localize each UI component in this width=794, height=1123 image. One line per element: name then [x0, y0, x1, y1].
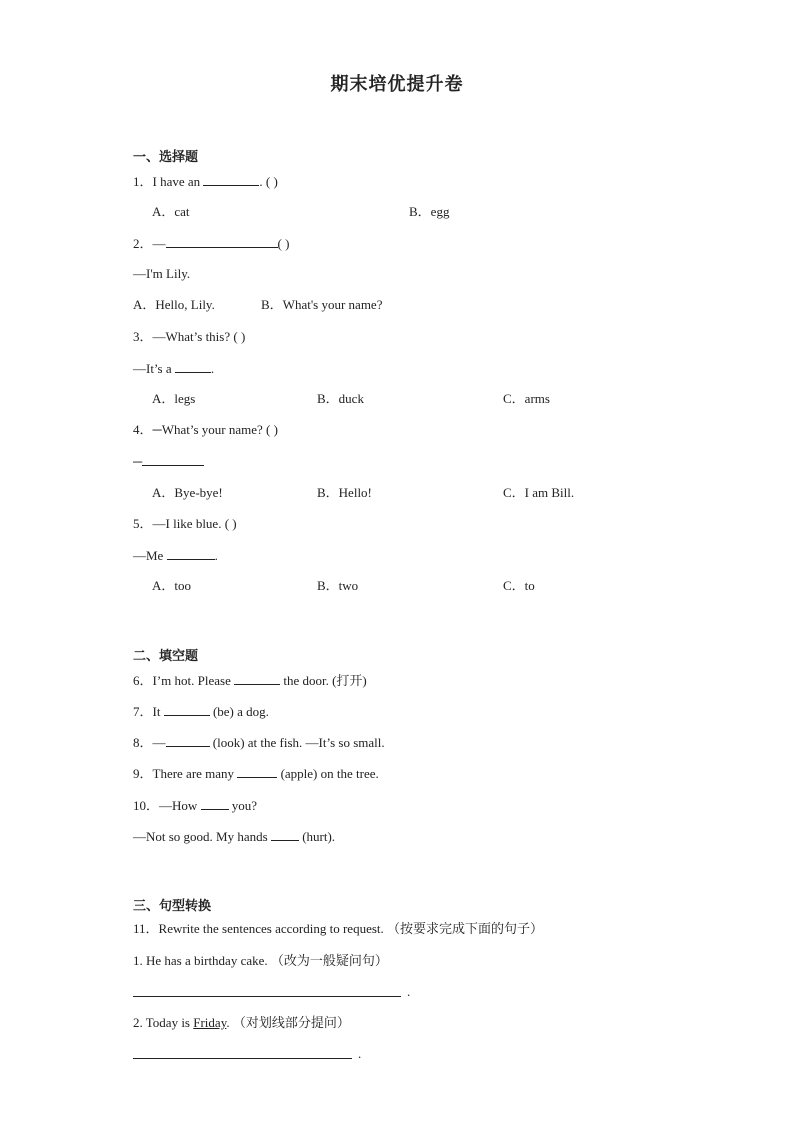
question-2-text: 2．—: [133, 236, 166, 251]
question-11-sub-2-text: 2. Today is: [133, 1015, 194, 1030]
question-3-reply: [133, 360, 214, 377]
answer-blank[interactable]: [167, 547, 215, 560]
question-6-text: 6．I’m hot. Please: [133, 673, 235, 688]
question-10-reply: [133, 828, 335, 845]
question-3-reply-end: .: [210, 361, 215, 376]
q3-option-c[interactable]: C．arms: [503, 391, 550, 406]
question-4: 4．─What’s your name? ( ): [133, 422, 278, 437]
question-11-sub-1: 1. He has a birthday cake. （改为一般疑问句）: [133, 953, 388, 968]
question-8-end: (look) at the fish. —It’s so small.: [209, 735, 385, 750]
question-4-reply-text: ─: [133, 454, 143, 469]
question-9-text: 9．There are many: [133, 766, 238, 781]
question-5-reply-text: —Me: [133, 548, 167, 563]
question-3-reply-text: —It’s a: [133, 361, 175, 376]
question-7-text: 7．It: [133, 704, 164, 719]
question-9: [133, 765, 379, 782]
q1-option-b[interactable]: B．egg: [409, 204, 450, 219]
q4-option-b[interactable]: B．Hello!: [317, 485, 372, 500]
answer-blank[interactable]: [234, 672, 280, 685]
question-2-reply: —I'm Lily.: [133, 266, 191, 281]
q5-option-b[interactable]: B．two: [317, 578, 359, 593]
answer-blank[interactable]: [164, 703, 210, 716]
question-8: [133, 734, 385, 751]
section-heading-sentence-transform: 三、句型转换: [133, 898, 212, 913]
answer-line-2-period: .: [358, 1046, 362, 1061]
question-2-paren: ( ): [277, 236, 290, 251]
question-9-end: (apple) on the tree.: [277, 766, 379, 781]
q3-option-a[interactable]: A．legs: [152, 391, 196, 406]
underlined-word: Friday: [193, 1015, 227, 1030]
question-7: [133, 703, 269, 720]
answer-line-1-period: .: [407, 984, 411, 999]
question-7-end: (be) a dog.: [209, 704, 269, 719]
page-title: 期末培优提升卷: [330, 74, 464, 94]
question-4-reply: [133, 453, 204, 470]
answer-blank[interactable]: [166, 235, 278, 248]
question-11-sub-2: [133, 1015, 350, 1031]
q3-option-b[interactable]: B．duck: [317, 391, 364, 406]
q4-option-a[interactable]: A．Bye-bye!: [152, 485, 223, 500]
answer-blank[interactable]: [203, 173, 259, 186]
question-8-text: 8．—: [133, 735, 166, 750]
answer-blank[interactable]: [271, 828, 299, 841]
question-1-paren: . ( ): [259, 174, 278, 189]
answer-line-1[interactable]: [133, 996, 401, 997]
question-11-instruction: 11．Rewrite the sentences according to request. （按要求完成下面的句子）: [133, 921, 544, 936]
section-heading-fill-in: 二、填空题: [133, 648, 199, 663]
question-1-text: 1．I have an: [133, 174, 204, 189]
answer-blank[interactable]: [175, 360, 211, 373]
question-10-reply-text: —Not so good. My hands: [133, 829, 271, 844]
answer-blank[interactable]: [166, 734, 210, 747]
section-heading-multiple-choice: 一、选择题: [133, 149, 199, 164]
answer-blank[interactable]: [201, 797, 229, 810]
question-1: [133, 173, 278, 190]
q1-option-a[interactable]: A．cat: [152, 204, 190, 219]
q4-option-c[interactable]: C．I am Bill.: [503, 485, 575, 500]
question-10-reply-end: (hurt).: [298, 829, 336, 844]
q2-option-a[interactable]: A．Hello, Lily.: [133, 297, 215, 312]
question-5-reply-end: .: [214, 548, 218, 563]
question-2: [133, 235, 289, 252]
q5-option-c[interactable]: C．to: [503, 578, 535, 593]
answer-line-2[interactable]: [133, 1058, 352, 1059]
question-6: [133, 672, 367, 689]
question-6-end: the door. (打开): [280, 673, 367, 688]
q5-option-a[interactable]: A．too: [152, 578, 192, 593]
question-10: [133, 797, 257, 814]
question-11-sub-2-end: . （对划线部分提问）: [226, 1015, 350, 1030]
question-10-text: 10．—How: [133, 798, 201, 813]
q2-option-b[interactable]: B．What's your name?: [261, 297, 383, 312]
question-3: 3．—What’s this? ( ): [133, 329, 246, 344]
answer-blank[interactable]: [237, 765, 277, 778]
question-5: 5．—I like blue. ( ): [133, 516, 237, 531]
question-5-reply: [133, 547, 218, 564]
question-10-end: you?: [228, 798, 258, 813]
answer-blank[interactable]: [142, 453, 204, 466]
